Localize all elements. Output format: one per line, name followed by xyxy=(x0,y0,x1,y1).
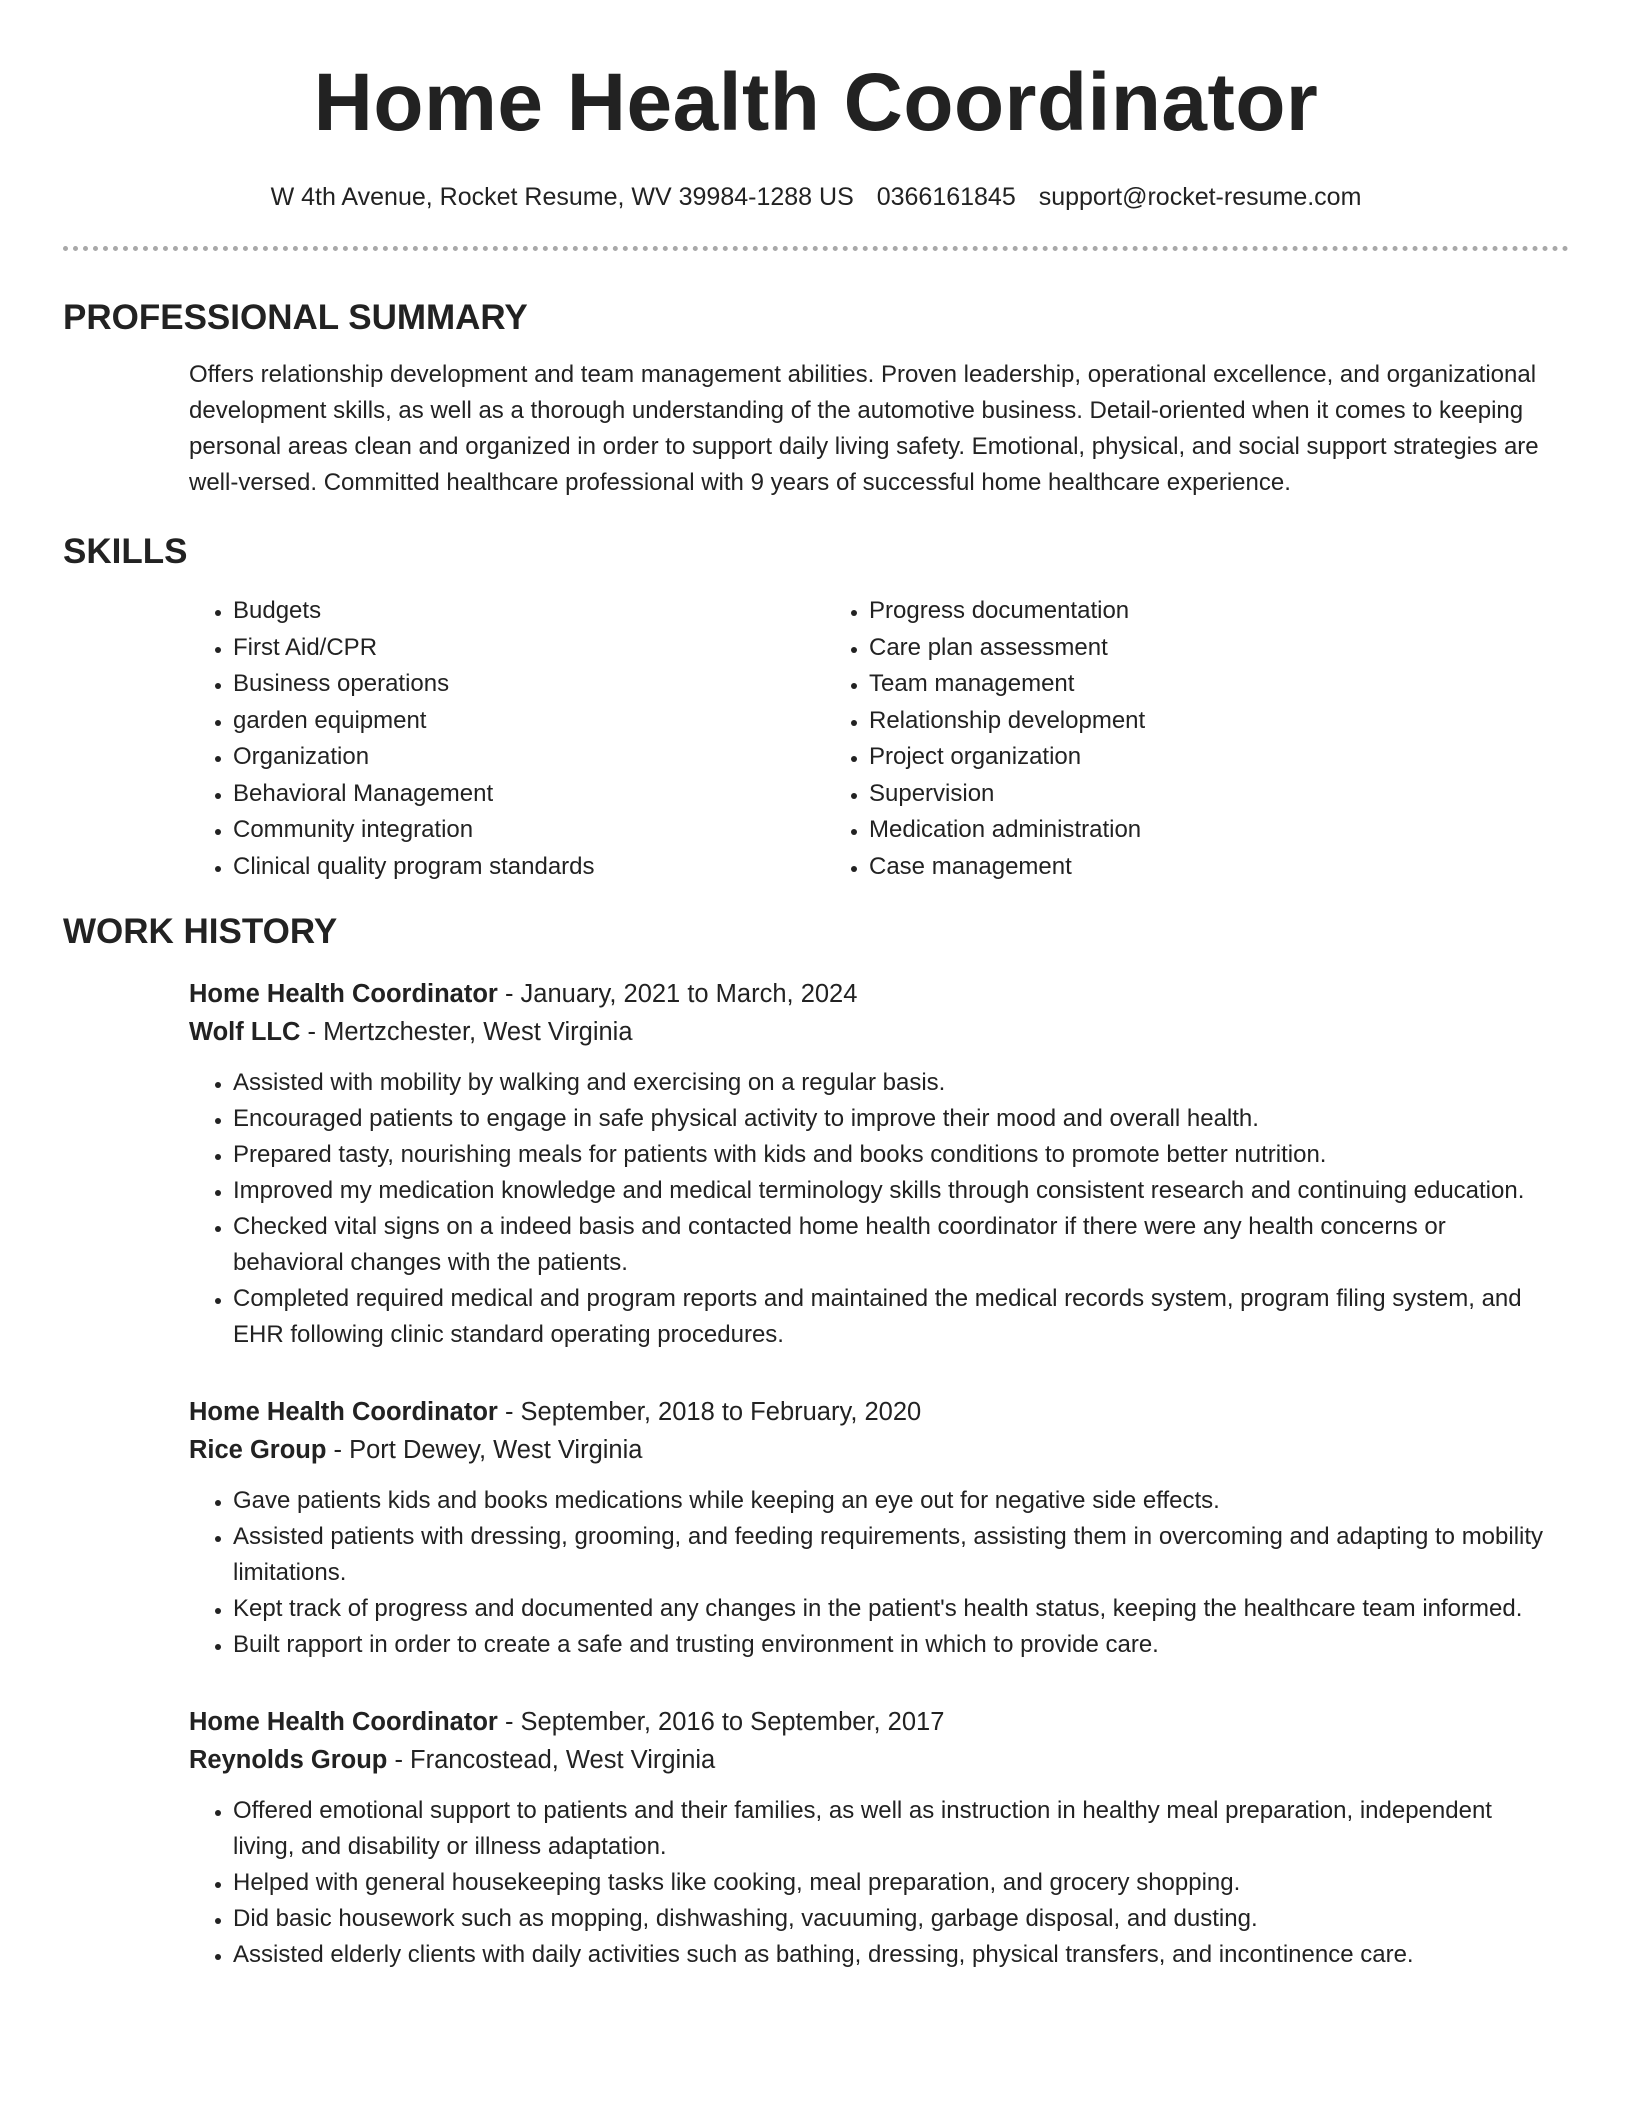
summary-text: Offers relationship development and team management abilities. Proven leadership, operational excellence, and organizational development skills, as well as a thorough understanding of the automotive business. Detail-oriented when it comes to keeping personal areas clean and organized in order to support daily living safety. Emotional, physical, and social support strategies are well-versed. Committed healthcare professional with 9 years of successful home healthcare experience. xyxy=(189,361,1539,496)
summary-heading: PROFESSIONAL SUMMARY xyxy=(63,298,528,337)
job-bullet: • Offered emotional support to patients and their families, as well as instruction in healthy meal preparation, independent living, and disability or illness adaptation. xyxy=(233,1793,1549,1865)
job-bullet: • Improved my medication knowledge and medical terminology skills through consistent research and continuing education. xyxy=(233,1173,1549,1209)
job-entry xyxy=(189,1393,1569,1663)
work-history-heading: WORK HISTORY xyxy=(63,912,338,951)
resume-name: Home Health Coordinator xyxy=(313,57,1319,148)
job-role: Home Health Coordinator xyxy=(189,1398,498,1426)
job-entry xyxy=(189,1703,1569,1973)
job-bullet: • Encouraged patients to engage in safe physical activity to improve their mood and overall health. xyxy=(233,1101,1549,1137)
skills-heading: SKILLS xyxy=(63,532,188,571)
job-company-line xyxy=(189,1431,1569,1469)
job-location: - Port Dewey, West Virginia xyxy=(326,1436,643,1464)
skill-item: • Project organization xyxy=(869,739,1461,776)
contact-phone: 0366161845 xyxy=(876,183,1016,211)
skill-item: • Business operations xyxy=(233,666,825,703)
skill-item: • Progress documentation xyxy=(869,593,1461,630)
job-location: - Francostead, West Virginia xyxy=(387,1746,716,1774)
skill-item: • Behavioral Management xyxy=(233,776,825,813)
skill-item: • Clinical quality program standards xyxy=(233,849,825,886)
job-bullet: • Assisted patients with dressing, grooming, and feeding requirements, assisting them in overcoming and adapting to mobility limitations. xyxy=(233,1519,1549,1591)
contact-line xyxy=(63,182,1569,212)
job-bullet: • Checked vital signs on a indeed basis and contacted home health coordinator if there were any health concerns or behavioral changes with the patients. xyxy=(233,1209,1549,1281)
job-title-line xyxy=(189,975,1569,1013)
skill-item: • First Aid/CPR xyxy=(233,630,825,667)
job-title-line xyxy=(189,1703,1569,1741)
skill-item: • Supervision xyxy=(869,776,1461,813)
job-bullets xyxy=(189,1793,1549,1973)
job-bullet: • Gave patients kids and books medications while keeping an eye out for negative side effects. xyxy=(233,1483,1549,1519)
job-location: - Mertzchester, West Virginia xyxy=(300,1018,633,1046)
skill-item: • Community integration xyxy=(233,812,825,849)
skill-item: • Relationship development xyxy=(869,703,1461,740)
skill-item: • Organization xyxy=(233,739,825,776)
job-company-line xyxy=(189,1741,1569,1779)
job-bullet: • Assisted with mobility by walking and exercising on a regular basis. xyxy=(233,1065,1549,1101)
job-bullet: • Assisted elderly clients with daily activities such as bathing, dressing, physical transfers, and incontinence care. xyxy=(233,1937,1549,1973)
job-bullet: • Helped with general housekeeping tasks like cooking, meal preparation, and grocery shopping. xyxy=(233,1865,1549,1901)
job-company: Wolf LLC xyxy=(189,1018,301,1046)
job-entry xyxy=(189,975,1569,1353)
job-bullet: • Built rapport in order to create a safe and trusting environment in which to provide care. xyxy=(233,1627,1549,1663)
skill-item: • Care plan assessment xyxy=(869,630,1461,667)
job-bullets xyxy=(189,1065,1549,1353)
job-bullet: • Kept track of progress and documented any changes in the patient's health status, keeping the healthcare team informed. xyxy=(233,1591,1549,1627)
skills-left-column xyxy=(189,593,825,885)
skill-item: • Case management xyxy=(869,849,1461,886)
job-role: Home Health Coordinator xyxy=(189,1708,498,1736)
skill-item: • garden equipment xyxy=(233,703,825,740)
contact-email: support@rocket-resume.com xyxy=(1038,183,1362,211)
job-company-line xyxy=(189,1013,1569,1051)
skill-item: • Team management xyxy=(869,666,1461,703)
skills-grid xyxy=(189,593,1569,885)
job-title-line xyxy=(189,1393,1569,1431)
job-bullet: • Did basic housework such as mopping, dishwashing, vacuuming, garbage disposal, and dusting. xyxy=(233,1901,1549,1937)
job-dates: - September, 2016 to September, 2017 xyxy=(497,1708,945,1736)
skill-item: • Budgets xyxy=(233,593,825,630)
header-divider xyxy=(63,246,1569,251)
contact-address: W 4th Avenue, Rocket Resume, WV 39984-1288 US xyxy=(270,183,854,211)
skills-right-column xyxy=(825,593,1461,885)
skill-item: • Medication administration xyxy=(869,812,1461,849)
job-dates: - January, 2021 to March, 2024 xyxy=(497,980,858,1008)
job-company: Rice Group xyxy=(189,1436,327,1464)
job-dates: - September, 2018 to February, 2020 xyxy=(497,1398,922,1426)
job-company: Reynolds Group xyxy=(189,1746,388,1774)
job-bullet: • Completed required medical and program reports and maintained the medical records system, program filing system, and EHR following clinic standard operating procedures. xyxy=(233,1281,1549,1353)
job-role: Home Health Coordinator xyxy=(189,980,498,1008)
job-bullets xyxy=(189,1483,1549,1663)
job-bullet: • Prepared tasty, nourishing meals for patients with kids and books conditions to promote better nutrition. xyxy=(233,1137,1549,1173)
